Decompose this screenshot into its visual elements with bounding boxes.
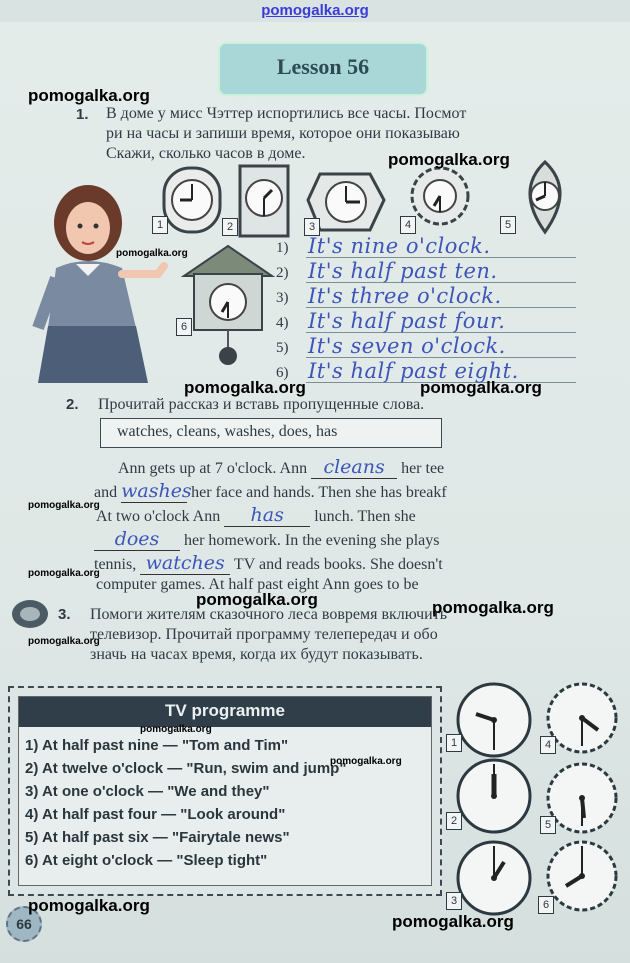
answer-text: It's half past eight. xyxy=(308,359,519,383)
watermark: pomogalka.org xyxy=(330,756,402,767)
story-line-3 xyxy=(96,504,556,527)
word-box-text: watches, cleans, washes, does, has xyxy=(117,423,338,440)
exercise-3-line-2: телевизор. Прочитай программу телепередач и обо xyxy=(90,626,438,643)
exercise-2-instruction: Прочитай рассказ и вставь пропущенные слова. xyxy=(98,396,425,413)
story-text: her tee xyxy=(397,460,445,477)
answer-clock-2-icon xyxy=(454,756,534,836)
story-text: computer games. At half past eight Ann goes to be xyxy=(96,576,419,593)
tv-programme-box xyxy=(8,686,442,896)
answer-clock-label-1: 1 xyxy=(446,734,462,752)
watermark: pomogalka.org xyxy=(28,568,100,579)
site-link[interactable]: pomogalka.org xyxy=(261,2,369,19)
exercise-1-line-1: В доме у мисс Чэттер испортились все часы. Посмот xyxy=(106,105,467,122)
exercise-1-line-2: ри на часы и запиши время, которое они показываю xyxy=(106,125,460,142)
clock-label-1: 1 xyxy=(152,216,168,234)
answer-number: 6) xyxy=(276,365,289,381)
tv-item-3: 3) At one o'clock — "We and they" xyxy=(25,783,270,800)
story-fill: watches xyxy=(145,552,225,574)
tv-programme-header xyxy=(19,697,431,727)
answer-clock-label-5: 5 xyxy=(540,816,556,834)
clock-5-icon xyxy=(530,162,560,232)
exercise-1-line-3: Скажи, сколько часов в доме. xyxy=(106,145,306,162)
story-gap[interactable] xyxy=(311,456,397,479)
answer-row-4 xyxy=(276,311,576,335)
answer-clock-1-icon xyxy=(454,680,534,760)
story-line-6 xyxy=(96,576,556,594)
watermark: pomogalka.org xyxy=(432,598,554,617)
watermark: pomogalka.org xyxy=(28,500,100,511)
answer-number: 2) xyxy=(276,265,289,281)
lesson-title: Lesson 56 xyxy=(276,54,370,79)
story-line-2 xyxy=(94,480,554,503)
tv-item-5: 5) At half past six — "Fairytale news" xyxy=(25,829,290,846)
clock-label-5: 5 xyxy=(500,216,516,234)
story-fill: has xyxy=(250,504,284,526)
answer-text: It's nine o'clock. xyxy=(308,234,491,258)
clock-2-icon xyxy=(240,166,288,236)
story-gap[interactable] xyxy=(121,480,192,503)
watermark: pomogalka.org xyxy=(196,590,318,609)
tv-item-2: 2) At twelve o'clock — "Run, swim and jump" xyxy=(25,760,347,777)
clock-label-6: 6 xyxy=(176,318,192,336)
answer-row-1 xyxy=(276,236,576,260)
story-text: her face and hands. Then she has breakf xyxy=(187,484,447,501)
answer-number: 1) xyxy=(276,240,289,256)
page-number: 66 xyxy=(6,906,42,942)
answer-clock-label-3: 3 xyxy=(446,892,462,910)
answer-text: It's three o'clock. xyxy=(308,284,502,308)
story-text: Ann gets up at 7 o'clock. Ann xyxy=(118,460,312,477)
clock-4-icon xyxy=(412,168,468,224)
watermark: pomogalka.org xyxy=(184,378,306,397)
clock-label-4: 4 xyxy=(400,216,416,234)
answer-row-3 xyxy=(276,286,576,310)
answer-clock-label-6: 6 xyxy=(538,896,554,914)
answer-clock-label-2: 2 xyxy=(446,812,462,830)
story-line-1 xyxy=(118,456,578,479)
tv-icon xyxy=(10,596,50,630)
watermark: pomogalka.org xyxy=(28,636,100,647)
story-gap[interactable] xyxy=(94,528,180,551)
lesson-banner xyxy=(220,44,426,94)
story-line-4 xyxy=(94,528,554,551)
watermark: pomogalka.org xyxy=(116,248,188,259)
watermark: pomogalka.org xyxy=(420,378,542,397)
exercise-2-number: 2. xyxy=(66,396,79,413)
answer-row-2 xyxy=(276,261,576,285)
answer-number: 3) xyxy=(276,290,289,306)
answer-clock-6-icon xyxy=(544,838,620,914)
story-text: and xyxy=(94,484,122,501)
story-fill: washes xyxy=(121,480,192,502)
answer-text: It's half past four. xyxy=(308,309,506,333)
story-gap[interactable] xyxy=(140,552,230,575)
story-text: her homework. In the evening she plays xyxy=(180,532,440,549)
exercise-3-line-1: Помоги жителям сказочного леса вовремя включить xyxy=(90,606,448,623)
answer-clock-3-icon xyxy=(454,838,534,918)
story-line-5 xyxy=(94,552,554,575)
story-fill: cleans xyxy=(323,456,385,478)
story-text: lunch. Then she xyxy=(310,508,416,525)
tv-programme-title: TV programme xyxy=(165,701,285,720)
story-text: tennis, xyxy=(94,556,141,573)
watermark: pomogalka.org xyxy=(388,150,510,169)
clock-6-icon xyxy=(180,242,276,370)
tv-item-6: 6) At eight o'clock — "Sleep tight" xyxy=(25,852,268,869)
answer-text: It's half past ten. xyxy=(308,259,498,283)
answer-number: 4) xyxy=(276,315,289,331)
watermark: pomogalka.org xyxy=(140,724,212,735)
watermark: pomogalka.org xyxy=(28,896,150,915)
watermark: pomogalka.org xyxy=(28,86,150,105)
story-text: TV and reads books. She doesn't xyxy=(230,556,443,573)
clock-label-2: 2 xyxy=(222,218,238,236)
tv-programme-panel xyxy=(18,696,432,886)
answer-clock-label-4: 4 xyxy=(540,736,556,754)
exercise-1-number: 1. xyxy=(76,106,89,123)
tv-item-4: 4) At half past four — "Look around" xyxy=(25,806,286,823)
word-box xyxy=(100,418,442,448)
exercise-3-line-3: значь на часах время, когда их будут показывать. xyxy=(90,646,423,663)
story-text: At two o'clock Ann xyxy=(96,508,225,525)
story-gap[interactable] xyxy=(224,504,310,527)
exercise-3-number: 3. xyxy=(58,606,71,623)
answer-text: It's seven o'clock. xyxy=(308,334,506,358)
story-fill: does xyxy=(114,528,160,550)
clock-label-3: 3 xyxy=(304,218,320,236)
clock-1-icon xyxy=(164,168,220,232)
tv-item-1: 1) At half past nine — "Tom and Tim" xyxy=(25,737,289,754)
answer-number: 5) xyxy=(276,340,289,356)
watermark: pomogalka.org xyxy=(392,912,514,931)
answer-row-5 xyxy=(276,336,576,360)
